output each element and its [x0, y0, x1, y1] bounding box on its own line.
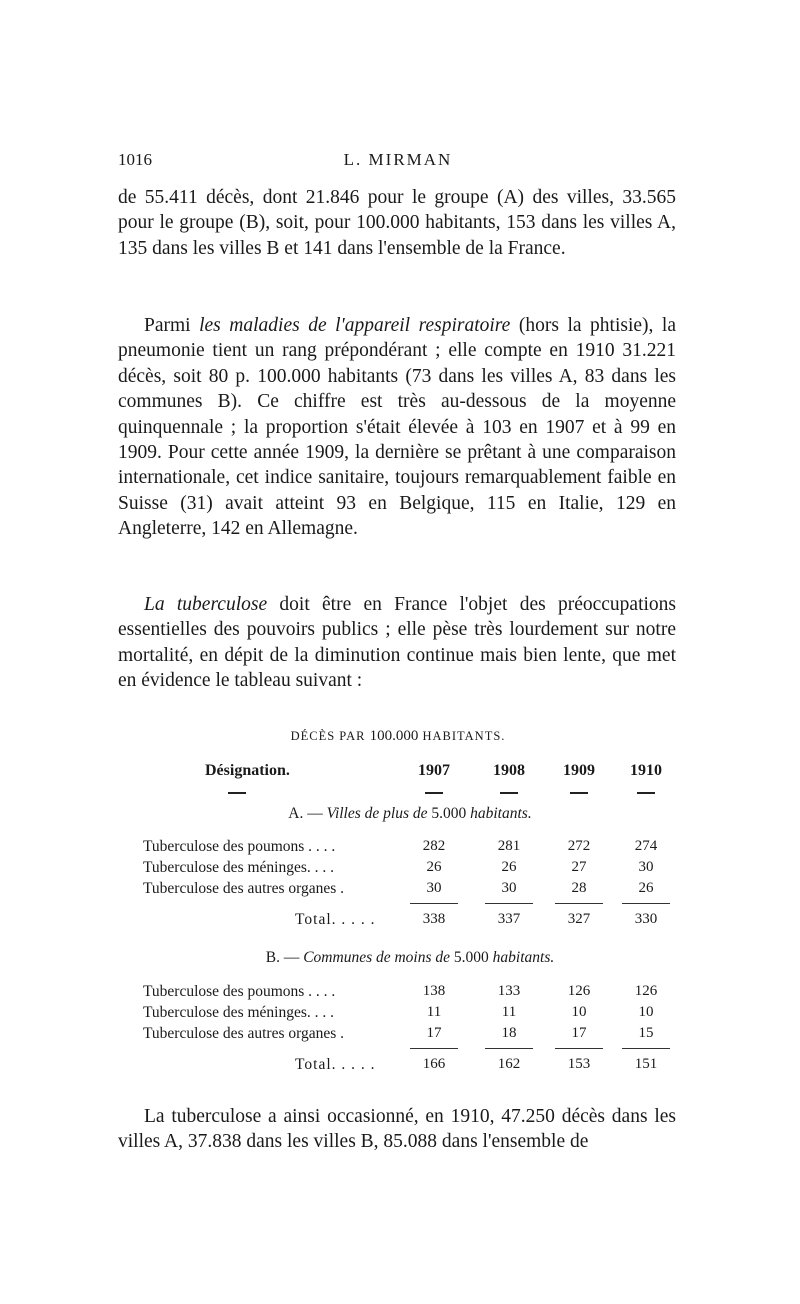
paragraph-tuberculosis: [118, 592, 676, 694]
row-label: Tuberculose des poumons . . . .: [143, 838, 336, 855]
table-cell: 26: [501, 859, 517, 875]
text-run: doit être en France l'objet des préoccupations essentielles des pouvoirs publics ; elle pèse très lourdement sur notre mortalité, en dépit de la diminution continue mais bien lente, que met en évidence le tableau suivant :: [118, 594, 676, 692]
total-cell: 327: [567, 911, 591, 927]
table-cell: 27: [571, 859, 587, 875]
row-label: Tuberculose des autres organes .: [143, 880, 345, 897]
row-label: Tuberculose des autres organes .: [143, 1025, 345, 1042]
header-dash: [425, 792, 443, 794]
table-cell: 126: [634, 983, 658, 999]
table-cell: 281: [497, 838, 521, 854]
paragraph-deaths-summary: [118, 185, 676, 261]
paragraph-text: de 55.411 décès, dont 21.846 pour le groupe (A) des villes, 33.565 pour le groupe (B), soit, pour 100.000 habitants, 153 dans les villes A, 135 dans les villes B et 141 dans l'ensemble de la France.: [118, 187, 676, 259]
header-dash: [228, 792, 246, 794]
page-number: 1016: [118, 150, 152, 169]
total-cell: 162: [497, 1056, 521, 1072]
table-cell: 10: [571, 1004, 587, 1020]
table-cell: 30: [638, 859, 654, 875]
paragraph-text: La tuberculose a ainsi occasionné, en 1910, 47.250 décès dans les villes A, 37.838 dans les villes B, 85.088 dans l'ensemble de: [118, 1106, 676, 1153]
section-prefix: A. —: [288, 805, 327, 822]
table-cell: 138: [422, 983, 446, 999]
paragraph-conclusion: [118, 1104, 676, 1155]
section-end: habitants.: [492, 949, 555, 966]
sum-rule: [485, 903, 533, 904]
table-cell: 17: [426, 1025, 442, 1041]
table-cell: 133: [497, 983, 521, 999]
table-cell: 11: [501, 1004, 517, 1020]
italic-term: les maladies de l'appareil respiratoire: [199, 315, 511, 336]
table-cell: 10: [638, 1004, 654, 1020]
total-cell: 151: [634, 1056, 658, 1072]
caption-text: DÉCÈS PAR: [290, 729, 366, 743]
header-dash: [637, 792, 655, 794]
table-cell: 26: [638, 880, 654, 896]
caption-number: 100.000: [369, 728, 419, 744]
section-b-title: [140, 949, 680, 967]
table-cell: 30: [501, 880, 517, 896]
table-cell: 30: [426, 880, 442, 896]
running-title: L. MIRMAN: [343, 150, 453, 169]
table-cell: 274: [634, 838, 658, 854]
header-dash: [500, 792, 518, 794]
row-label: Tuberculose des poumons . . . .: [143, 983, 336, 1000]
table-cell: 28: [571, 880, 587, 896]
sum-rule: [555, 1048, 603, 1049]
table-cell: 17: [571, 1025, 587, 1041]
section-a-title: [140, 805, 680, 823]
paragraph-text: [118, 313, 676, 542]
caption-text: HABITANTS.: [422, 729, 506, 743]
total-cell: 338: [422, 911, 446, 927]
table-cell: 15: [638, 1025, 654, 1041]
total-cell: 166: [422, 1056, 446, 1072]
section-title: Communes de moins de: [303, 949, 451, 966]
section-end: habitants.: [470, 805, 532, 822]
section-number: 5.000: [431, 805, 467, 822]
header-dash: [570, 792, 588, 794]
year-header: 1910: [630, 762, 662, 779]
table-cell: 18: [501, 1025, 517, 1041]
row-label: Tuberculose des méninges. . . .: [143, 859, 335, 876]
sum-rule: [410, 1048, 458, 1049]
section-prefix: B. —: [265, 949, 304, 966]
sum-rule: [622, 1048, 670, 1049]
section-number: 5.000: [453, 949, 489, 966]
designation-header: Désignation.: [205, 762, 290, 779]
section-title: Villes de plus de: [326, 805, 428, 822]
table-caption: [118, 728, 678, 745]
table-cell: 11: [426, 1004, 442, 1020]
page-header: [118, 150, 678, 174]
paragraph-respiratory: [118, 313, 676, 542]
sum-rule: [410, 903, 458, 904]
total-cell: 337: [497, 911, 521, 927]
paragraph-text: [118, 592, 676, 694]
year-header: 1907: [418, 762, 450, 779]
table-cell: 282: [422, 838, 446, 854]
year-header: 1908: [493, 762, 525, 779]
italic-term: La tuberculose: [144, 594, 268, 615]
text-run: (hors la phtisie), la pneumonie tient un rang prépondérant ; elle compte en 1910 31.221 décès, soit 80 p. 100.000 habitants (73 dans les villes A, 83 dans les communes B). Ce chiffre est très au-dessous de la moyenne quinquennale ; la proportion s'était élevée à 103 en 1907 et à 99 en 1909. Pour cette année 1909, la dernière se prêtant à une comparaison internationale, cet indice sanitaire, toujours remarquablement faible en Suisse (31) avait atteint 93 en Belgique, 115 en Italie, 129 en Angleterre, 142 en Allemagne.: [118, 315, 676, 540]
total-cell: 153: [567, 1056, 591, 1072]
table-cell: 26: [426, 859, 442, 875]
row-label: Tuberculose des méninges. . . .: [143, 1004, 335, 1021]
year-header: 1909: [563, 762, 595, 779]
sum-rule: [622, 903, 670, 904]
total-label: Total. . . . .: [295, 911, 376, 928]
total-label: Total. . . . .: [295, 1056, 376, 1073]
table-cell: 272: [567, 838, 591, 854]
sum-rule: [485, 1048, 533, 1049]
table-cell: 126: [567, 983, 591, 999]
text-run: Parmi: [144, 315, 200, 336]
total-cell: 330: [634, 911, 658, 927]
sum-rule: [555, 903, 603, 904]
